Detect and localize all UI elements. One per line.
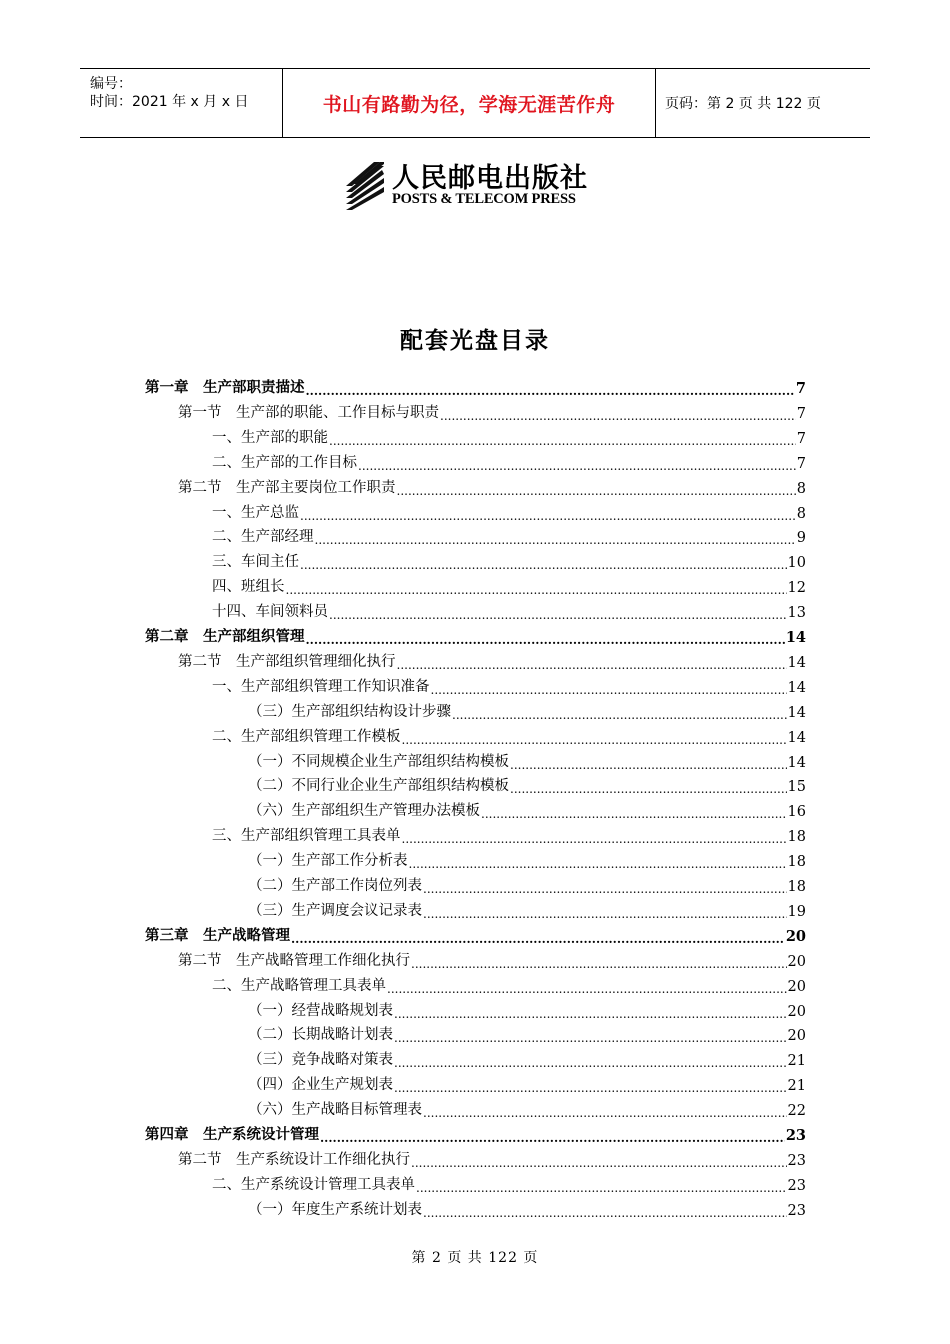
toc-entry[interactable]: [212, 576, 806, 596]
toc-entry-title: （二）长期战略计划表: [248, 1027, 393, 1044]
publisher-emblem-icon: [344, 156, 388, 212]
toc-chapter-entry[interactable]: [145, 626, 806, 646]
toc-entry-title: 第二节 生产部主要岗位工作职责: [178, 479, 396, 496]
toc-entry[interactable]: [178, 651, 806, 671]
toc-dot-leader: [411, 1157, 787, 1169]
toc-dot-leader: [423, 883, 787, 895]
toc-entry-title: 第二节 生产战略管理工作细化执行: [178, 952, 410, 969]
toc-entry-page: 21: [787, 1078, 806, 1095]
toc-dot-leader: [394, 1082, 787, 1094]
toc-dot-leader: [315, 534, 796, 546]
toc-entry-page: 20: [787, 978, 806, 995]
toc-dot-leader: [394, 1032, 787, 1044]
toc-entry-page: 22: [787, 1103, 806, 1120]
toc-entry[interactable]: [248, 875, 806, 895]
header-meta-cell: [80, 69, 283, 137]
toc-entry[interactable]: [212, 975, 806, 995]
toc-chapter-entry[interactable]: [145, 377, 806, 397]
toc-entry-page: 14: [785, 629, 806, 646]
toc-entry-page: 14: [787, 754, 806, 771]
toc-entry-page: 20: [787, 953, 806, 970]
toc-entry-page: 7: [796, 455, 806, 472]
toc-entry-page: 20: [787, 1028, 806, 1045]
toc-entry-title: 三、生产部组织管理工具表单: [212, 828, 401, 845]
toc-dot-leader: [291, 933, 785, 945]
toc-dot-leader: [416, 1182, 787, 1194]
toc-dot-leader: [510, 783, 787, 795]
motto-text: 书山有路勤为径，学海无涯苦作舟: [322, 93, 616, 116]
page-info: 页码：第 2 页 共 122 页: [665, 96, 821, 112]
toc-entry-title: 一、生产部的职能: [212, 429, 328, 446]
toc-dot-leader: [423, 908, 787, 920]
toc-entry-title: 第二节 生产部组织管理细化执行: [178, 653, 396, 670]
toc-entry-title: （一）生产部工作分析表: [248, 853, 408, 870]
toc-dot-leader: [409, 858, 787, 870]
toc-dot-leader: [440, 410, 796, 422]
toc-entry[interactable]: [248, 1000, 806, 1020]
toc-dot-leader: [402, 734, 787, 746]
toc-entry[interactable]: [212, 726, 806, 746]
toc-entry-page: 16: [787, 804, 806, 821]
toc-entry[interactable]: [248, 775, 806, 795]
toc-dot-leader: [329, 435, 796, 447]
toc-dot-leader: [358, 460, 796, 472]
toc-entry-page: 8: [796, 480, 806, 497]
toc-dot-leader: [306, 385, 795, 397]
toc-entry-title: （三）生产部组织结构设计步骤: [248, 703, 451, 720]
toc-entry-page: 7: [796, 405, 806, 422]
toc-entry-title: （六）生产部组织生产管理办法模板: [248, 803, 480, 820]
toc-dot-leader: [394, 1057, 787, 1069]
toc-entry-page: 21: [787, 1053, 806, 1070]
toc-entry[interactable]: [212, 601, 806, 621]
toc-dot-leader: [411, 958, 787, 970]
toc-entry[interactable]: [178, 1149, 806, 1169]
toc-dot-leader: [300, 559, 787, 571]
toc-entry-title: 二、生产部经理: [212, 529, 314, 546]
toc-entry[interactable]: [178, 477, 806, 497]
toc-entry-title: 第二章 生产部组织管理: [145, 628, 305, 645]
toc-entry-page: 15: [787, 779, 806, 796]
toc-dot-leader: [387, 983, 787, 995]
toc-entry-title: （二）不同行业企业生产部组织结构模板: [248, 778, 509, 795]
toc-dot-leader: [306, 634, 785, 646]
toc-entry-title: （二）生产部工作岗位列表: [248, 878, 422, 894]
toc-entry-title: 一、生产部组织管理工作知识准备: [212, 678, 430, 695]
toc-dot-leader: [452, 709, 787, 721]
toc-entry-title: 二、生产部的工作目标: [212, 454, 357, 471]
toc-entry-title: （三）生产调度会议记录表: [248, 902, 422, 919]
toc-entry-title: 一、生产总监: [212, 504, 299, 521]
toc-entry-page: 20: [787, 1003, 806, 1020]
header-motto-cell: [283, 69, 656, 137]
toc-entry-title: 二、生产系统设计管理工具表单: [212, 1176, 415, 1193]
toc-dot-leader: [402, 833, 787, 845]
toc-entry[interactable]: [248, 1199, 806, 1219]
toc-entry-title: （一）年度生产系统计划表: [248, 1201, 422, 1218]
toc-entry-title: 第二节 生产系统设计工作细化执行: [178, 1151, 410, 1168]
toc-entry-page: 14: [787, 679, 806, 696]
toc-dot-leader: [397, 485, 796, 497]
toc-entry-page: 23: [787, 1152, 806, 1169]
toc-dot-leader: [397, 659, 787, 671]
toc-dot-leader: [423, 1207, 787, 1219]
toc-entry[interactable]: [248, 1049, 806, 1069]
toc-entry-title: （三）竞争战略对策表: [248, 1052, 393, 1069]
toc-entry-title: （一）不同规模企业生产部组织结构模板: [248, 753, 509, 770]
toc-entry-page: 19: [787, 903, 806, 920]
toc-entry-page: 8: [796, 505, 806, 522]
toc-entry-title: 十四、车间领料员: [212, 604, 328, 621]
toc-entry-page: 18: [787, 854, 806, 871]
toc-entry[interactable]: [248, 1074, 806, 1094]
toc-entry-page: 13: [787, 605, 806, 622]
publisher-name-en: POSTS & TELECOM PRESS: [392, 191, 576, 207]
toc-entry[interactable]: [248, 800, 806, 820]
toc-entry[interactable]: [248, 900, 806, 920]
toc-dot-leader: [431, 684, 787, 696]
toc-entry[interactable]: [212, 551, 806, 571]
toc-dot-leader: [300, 510, 796, 522]
toc-dot-leader: [394, 1008, 787, 1020]
toc-entry[interactable]: [212, 1174, 806, 1194]
toc-entry[interactable]: [212, 452, 806, 472]
toc-entry-title: 第三章 生产战略管理: [145, 926, 290, 944]
toc-dot-leader: [423, 1107, 787, 1119]
toc-entry[interactable]: [212, 825, 806, 845]
toc-entry-page: 14: [787, 729, 806, 746]
toc-entry[interactable]: [248, 751, 806, 771]
toc-entry[interactable]: [178, 402, 806, 422]
toc-entry-title: （一）经营战略规划表: [248, 1002, 393, 1019]
toc-entry[interactable]: [248, 701, 806, 721]
page-header: [80, 68, 870, 138]
toc-entry-title: （六）生产战略目标管理表: [248, 1102, 422, 1119]
toc-chapter-entry[interactable]: [145, 925, 806, 945]
number-label: 编号：: [90, 76, 132, 92]
toc-entry-page: 7: [795, 380, 806, 397]
toc-entry[interactable]: [248, 850, 806, 870]
toc-entry-page: 14: [787, 654, 806, 671]
toc-entry-page: 23: [787, 1177, 806, 1194]
toc-entry-title: 第一章 生产部职责描述: [145, 379, 305, 396]
header-page-cell: [656, 69, 870, 137]
toc-dot-leader: [286, 584, 787, 596]
toc-dot-leader: [329, 609, 787, 621]
toc-entry-title: 二、生产部组织管理工作模板: [212, 728, 401, 745]
toc-entry-page: 23: [785, 1127, 806, 1144]
toc-chapter-entry[interactable]: [145, 1124, 806, 1144]
toc-dot-leader: [481, 808, 787, 820]
toc-entry-page: 9: [796, 530, 806, 547]
toc-entry[interactable]: [212, 427, 806, 447]
toc-entry-page: 18: [787, 829, 806, 846]
toc-entry-page: 10: [787, 555, 806, 572]
toc-entry[interactable]: [248, 1099, 806, 1119]
toc-entry-page: 7: [796, 430, 806, 447]
page-title: 配套光盘目录: [400, 328, 550, 354]
toc-entry[interactable]: [248, 1024, 806, 1044]
toc-entry-page: 23: [787, 1202, 806, 1219]
time-label: 时间：2021 年 x 月 x 日: [90, 94, 249, 110]
toc-entry-title: 四、班组长: [212, 579, 285, 596]
toc-entry-page: 20: [785, 927, 806, 945]
toc-dot-leader: [320, 1132, 785, 1144]
toc-entry-title: 二、生产战略管理工具表单: [212, 977, 386, 994]
toc-entry[interactable]: [212, 676, 806, 696]
toc-entry-page: 14: [787, 704, 806, 721]
toc-entry[interactable]: [212, 502, 806, 522]
toc-entry-page: 18: [787, 879, 806, 895]
toc-dot-leader: [510, 759, 787, 771]
toc-entry-title: （四）企业生产规划表: [248, 1077, 393, 1094]
toc-entry[interactable]: [212, 526, 806, 546]
toc-entry-title: 第一节 生产部的职能、工作目标与职责: [178, 404, 439, 421]
toc-entry-title: 第四章 生产系统设计管理: [145, 1126, 319, 1143]
toc-entry[interactable]: [178, 950, 806, 970]
toc-entry-page: 12: [787, 580, 806, 597]
page-footer: 第 2 页 共 122 页: [411, 1250, 539, 1266]
publisher-name-cn: 人民邮电出版社: [392, 163, 588, 194]
publisher-logo: [344, 156, 606, 214]
toc-entry-title: 三、车间主任: [212, 554, 299, 571]
